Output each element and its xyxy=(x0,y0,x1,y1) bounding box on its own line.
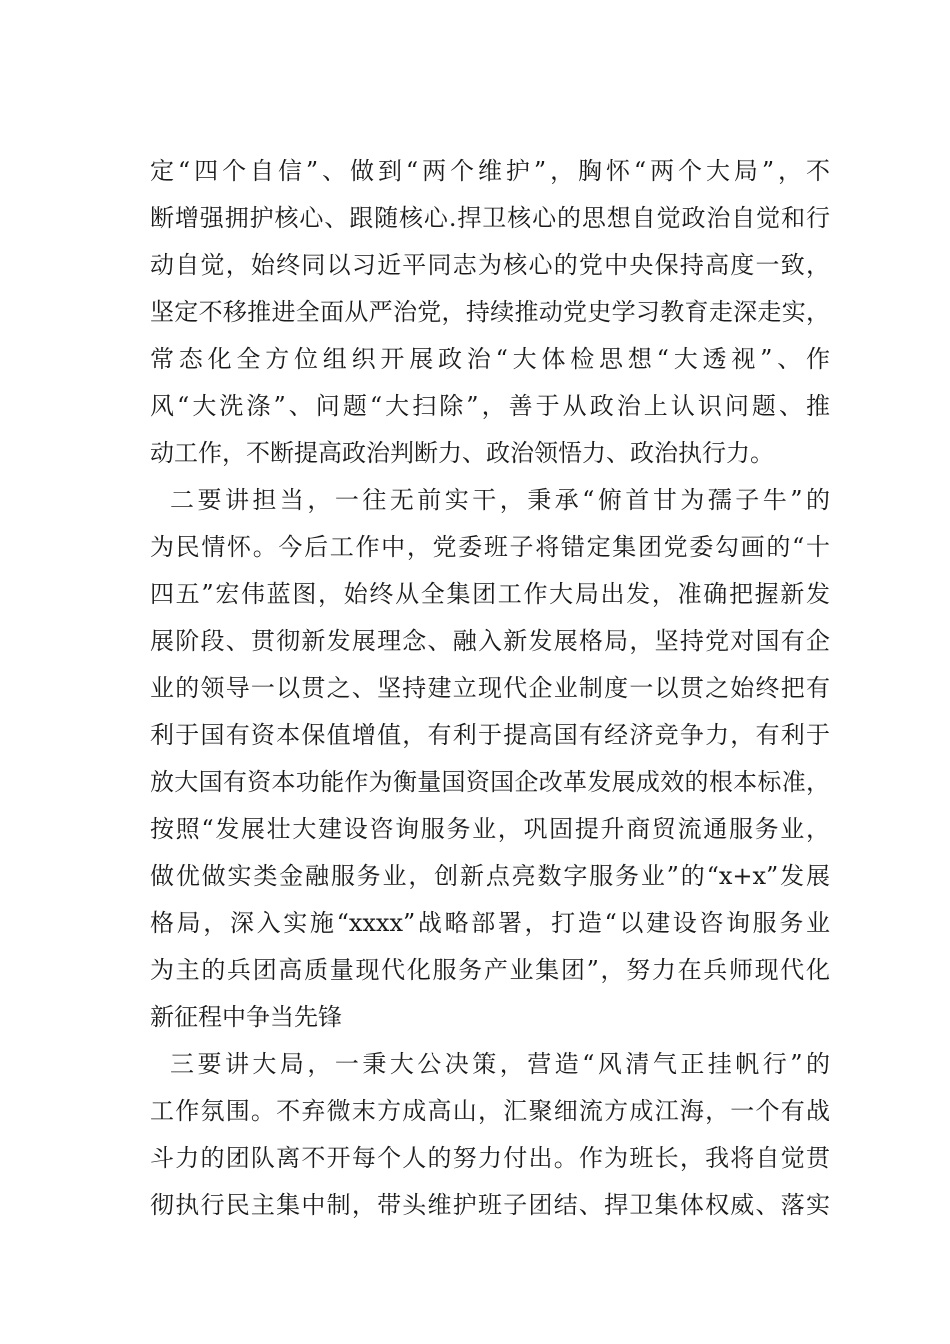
text-line: 按照“发展壮大建设咨询服务业，巩固提升商贸流通服务业， xyxy=(150,815,830,843)
text-line: 为主的兵团高质量现代化服务产业集团”，努力在兵师现代化 xyxy=(150,956,830,984)
text-line: 工作氛围。不弃微末方成高山，汇聚细流方成江海，一个有战 xyxy=(150,1097,830,1125)
text-line: 动工作，不断提高政治判断力、政治领悟力、政治执行力。 xyxy=(150,439,774,467)
text-line: 业的领导一以贯之、坚持建立现代企业制度一以贯之始终把有 xyxy=(150,674,830,702)
text-line: 为民情怀。今后工作中，党委班子将错定集团党委勾画的“十 xyxy=(150,533,830,561)
text-line: 坚定不移推进全面从严治党，持续推动党史学习教育走深走实， xyxy=(150,298,830,326)
text-line: 做优做实类金融服务业，创新点亮数字服务业”的“x+x”发展 xyxy=(150,862,830,890)
text-line: 利于国有资本保值增值，有利于提高国有经济竞争力，有利于 xyxy=(150,721,830,749)
text-line: 展阶段、贯彻新发展理念、融入新发展格局，坚持党对国有企 xyxy=(150,627,830,655)
text-line: 风“大洗涤”、问题“大扫除”，善于从政治上认识问题、推 xyxy=(150,392,830,420)
text-line: 三要讲大局，一秉大公决策，营造“风清气正挂帆行”的 xyxy=(170,1050,830,1078)
text-line: 斗力的团队离不开每个人的努力付出。作为班长，我将自觉贯 xyxy=(150,1144,830,1172)
paragraph-overall-situation xyxy=(150,1041,830,1229)
body-text xyxy=(150,148,830,1229)
text-line: 四五”宏伟蓝图，始终从全集团工作大局出发，准确把握新发 xyxy=(150,580,830,608)
text-line: 新征程中争当先锋 xyxy=(150,1003,342,1031)
text-line: 定“四个自信”、做到“两个维护”，胸怀“两个大局”，不 xyxy=(150,157,830,185)
paragraph-responsibility xyxy=(150,477,830,1041)
text-line: 动自觉，始终同以习近平同志为核心的党中央保持高度一致， xyxy=(150,251,830,279)
paragraph-political-commitment xyxy=(150,148,830,477)
text-line: 彻执行民主集中制，带头维护班子团结、捍卫集体权威、落实 xyxy=(150,1191,830,1219)
text-line: 断增强拥护核心、跟随核心.捍卫核心的思想自觉政治自觉和行 xyxy=(150,204,830,232)
text-line: 常态化全方位组织开展政治“大体检思想“大透视”、作 xyxy=(150,345,830,373)
text-line: 格局，深入实施“xxxx”战略部署，打造“以建设咨询服务业 xyxy=(150,909,830,937)
text-line: 放大国有资本功能作为衡量国资国企改革发展成效的根本标准， xyxy=(150,768,830,796)
text-line: 二要讲担当，一往无前实干，秉承“俯首甘为孺子牛”的 xyxy=(170,486,830,514)
